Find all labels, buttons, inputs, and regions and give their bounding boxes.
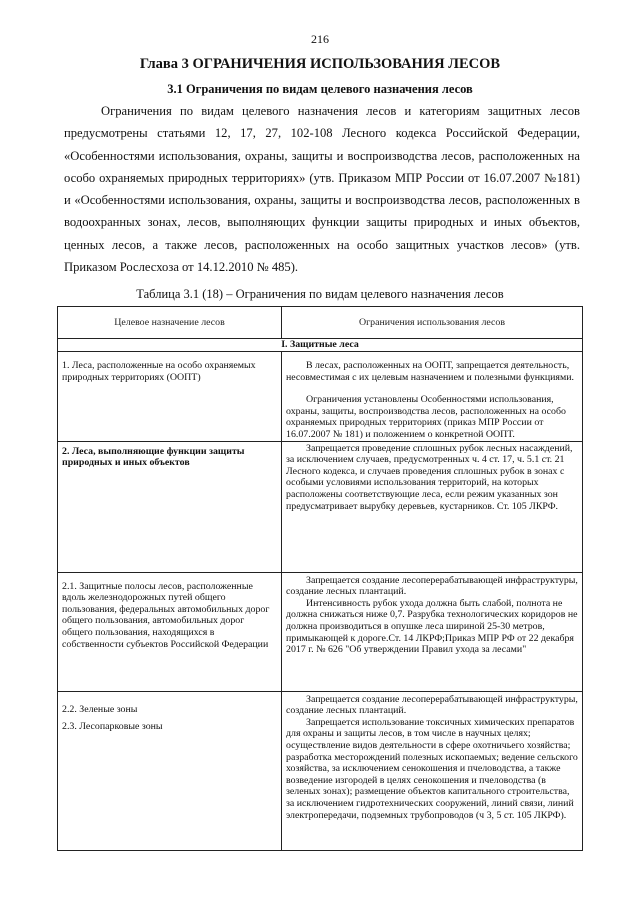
purpose-label: 2.3. Лесопарковые зоны bbox=[62, 721, 163, 733]
table-row bbox=[58, 352, 583, 442]
chapter-title: Глава 3 ОГРАНИЧЕНИЯ ИСПОЛЬЗОВАНИЯ ЛЕСОВ bbox=[139, 56, 501, 72]
section-title: 3.1 Ограничения по видам целевого назначения лесов bbox=[167, 82, 473, 96]
section-heading: I. Защитные леса bbox=[58, 339, 583, 352]
restrictions-cell bbox=[282, 441, 583, 572]
purpose-cell bbox=[58, 691, 282, 850]
purpose-label: 2. Леса, выполняющие функции защиты природных и иных объектов bbox=[62, 445, 245, 469]
restrictions-cell bbox=[282, 572, 583, 691]
restriction-text: Запрещается проведение сплошных рубок лесных насаждений, за исключением случаев, предусмотренных ч. 4 ст. 17, ч. 5.1 ст. 21 Лесного кодекса, и случаев проведения сплошных рубок в зонах с особыми условиями использования территорий, на которых расположены соответствующие леса, если режим указанных зон предусматривает вырубку деревьев, кустарников. Ст. 105 ЛКРФ. bbox=[286, 442, 573, 512]
purpose-cell bbox=[58, 441, 282, 572]
restriction-text: Интенсивность рубок ухода должна быть слабой, полнота не должна снижаться ниже 0,7. Разрубка технологических коридоров не должна производиться в опушке леса шириной 25-30 метров, примыкающей к дороге.Ст. 14 ЛКРФ;Приказ МПР РФ от 22 декабря 2017 г. № 626 "Об утверждении Правил ухода за лесами" bbox=[286, 597, 578, 656]
restriction-text: Запрещается создание лесоперерабатывающей инфраструктуры, создание лесных плантаций. bbox=[286, 574, 578, 598]
table-row bbox=[58, 441, 583, 572]
table-row bbox=[58, 691, 583, 850]
purpose-label: 2.1. Защитные полосы лесов, расположенные вдоль железнодорожных путей общего пользования, федеральных автомобильных дорог общего пользования, автомобильных дорог общего пользования, находящихся в собственности субъектов Российской Федерации bbox=[62, 580, 270, 650]
restrictions-cell bbox=[282, 352, 583, 442]
purpose-label: 2.2. Зеленые зоны bbox=[62, 703, 138, 715]
restriction-text: В лесах, расположенных на ООПТ, запрещается деятельность, несовместимая с их целевым назначением и полезными функциями. bbox=[286, 360, 574, 383]
header-purpose: Целевое назначение лесов bbox=[58, 307, 282, 339]
restrictions-table bbox=[57, 306, 583, 851]
page-number: 216 bbox=[311, 32, 329, 46]
purpose-cell bbox=[58, 572, 282, 691]
purpose-label: 1. Леса, расположенные на особо охраняемых природных территориях (ООПТ) bbox=[62, 360, 256, 383]
restriction-text: Ограничения установлены Особенностями использования, охраны, защиты, воспроизводства лесов, расположенных на особо охраняемых природных территориях (приказ МПР России от 16.07.2007 № 181) и положением о конкретной ООПТ. bbox=[286, 394, 566, 440]
restriction-text: Запрещается создание лесоперерабатывающей инфраструктуры, создание лесных плантаций. bbox=[286, 693, 578, 717]
restriction-text: Запрещается использование токсичных химических препаратов для охраны и защиты лесов, в том числе в научных целях; осуществление видов деятельности в сфере охотничьего хозяйства; разработка месторождений полезных ископаемых; ведение сельского хозяйства, за исключением сенокошения и пчеловодства, а также возведение изгородей в целях сенокошения и пчеловодства (в зеленых зонах); размещение объектов капитального строительства, за исключением гидротехнических сооружений, линий связи, линий электропередачи, подземных трубопроводов (ч 3, 5 ст. 105 ЛКРФ). bbox=[286, 716, 578, 821]
restrictions-cell bbox=[282, 691, 583, 850]
table-row bbox=[58, 572, 583, 691]
purpose-cell bbox=[58, 352, 282, 442]
table-caption: Таблица 3.1 (18) – Ограничения по видам целевого назначения лесов bbox=[136, 287, 504, 301]
intro-paragraph: Ограничения по видам целевого назначения лесов и категориям защитных лесов предусмотрены статьями 12, 17, 27, 102-108 Лесного кодекса Российской Федерации, «Особенностями использования, охраны, защиты и воспроизводства лесов, расположенных на особо охраняемых природных территориях» (утв. Приказом МПР России от 16.07.2007 №181) и «Особенностями использования, охраны, защиты и воспроизводства лесов, расположенных в водоохранных зонах, лесов, выполняющих функции защиты природных и иных объектов, ценных лесов, а также лесов, расположенных на особо защитных участков лесов» (утв. Приказом Рослесхоза от 14.12.2010 № 485). bbox=[64, 104, 580, 275]
header-restrictions: Ограничения использования лесов bbox=[282, 307, 583, 339]
table-header-row bbox=[58, 307, 583, 339]
table-section-row bbox=[58, 339, 583, 352]
